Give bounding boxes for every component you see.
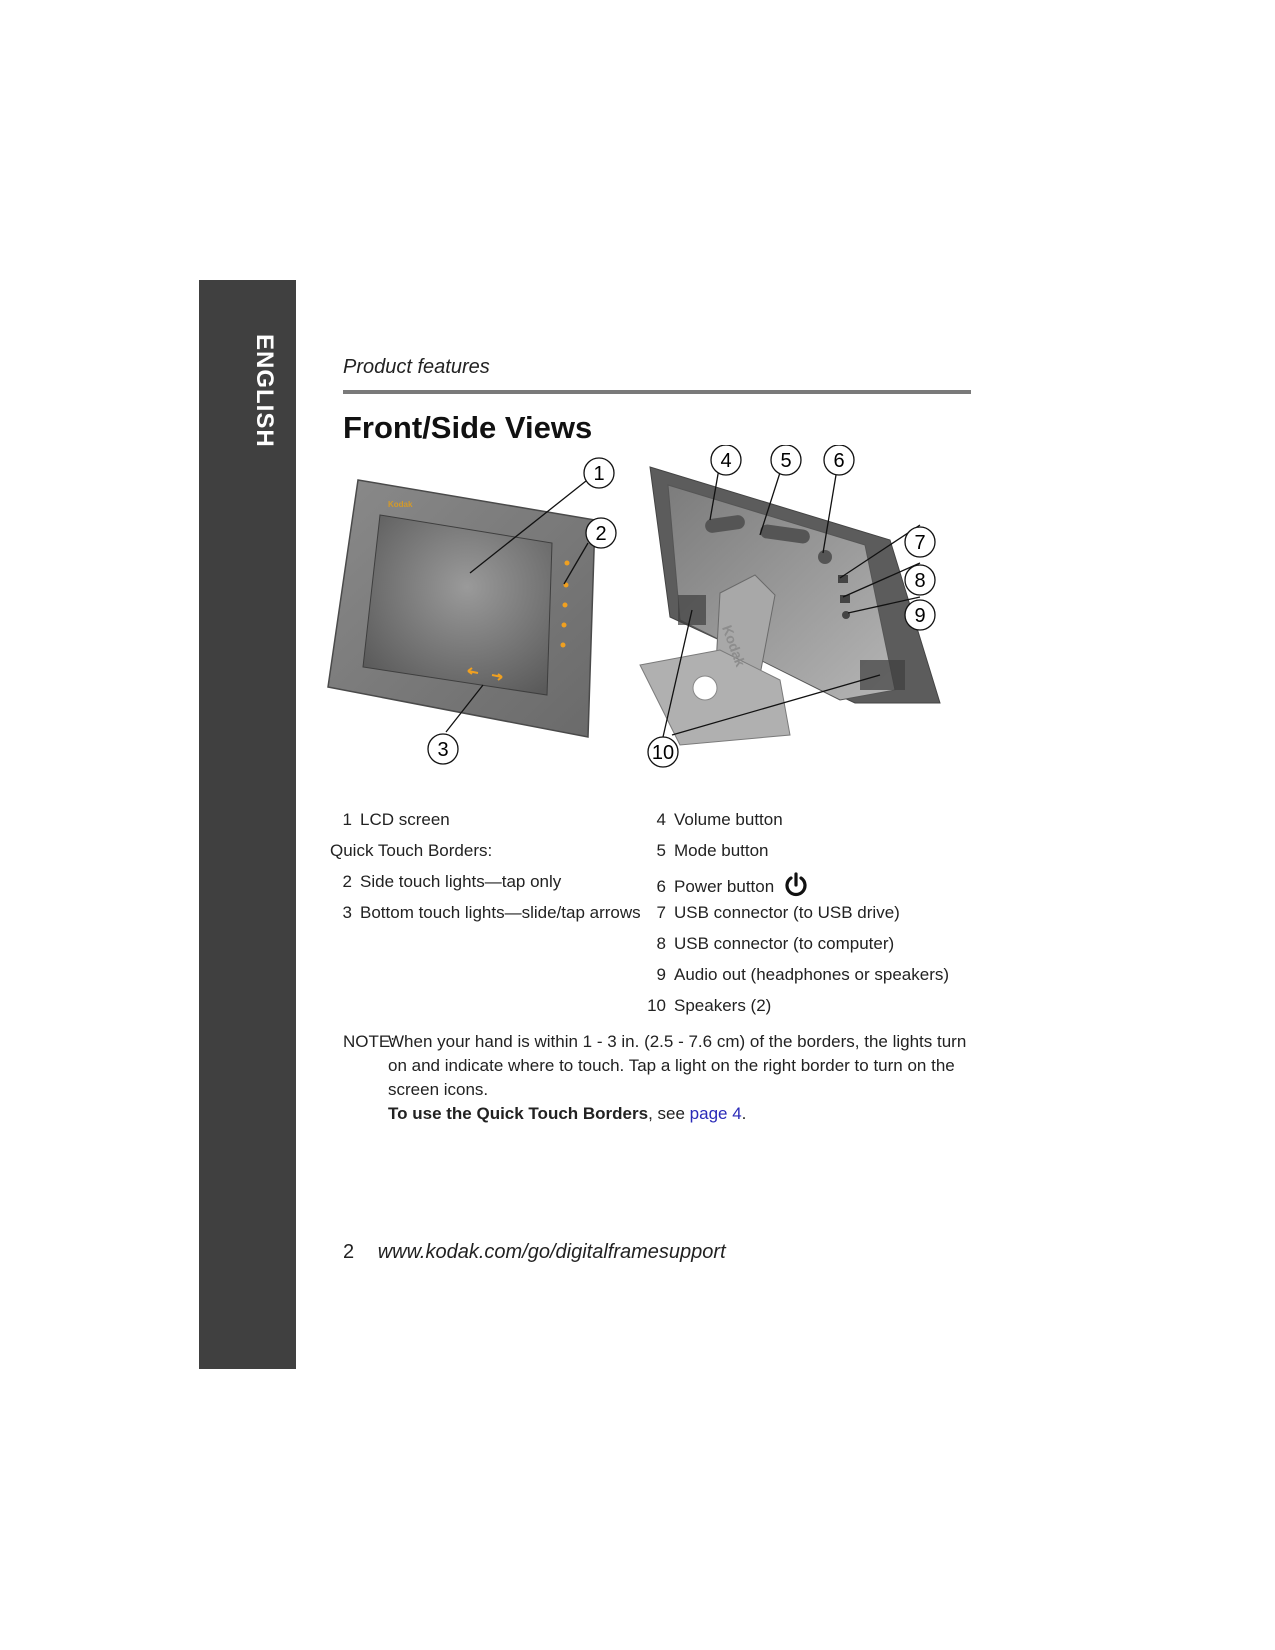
- item-number: 4: [656, 810, 666, 829]
- item-number: 7: [656, 903, 666, 922]
- list-item: [644, 996, 771, 1016]
- header-rule: [343, 390, 971, 394]
- stand-brand-logo: Kodak: [719, 622, 749, 669]
- svg-text:10: 10: [651, 742, 675, 764]
- front-side-views-diagram: [320, 445, 980, 795]
- item-number: 3: [342, 903, 352, 922]
- list-item: [330, 810, 450, 830]
- note-text: When your hand is within 1 - 3 in. (2.5 - 7.6 cm) of the borders, the lights turn on and indicate where to touch. Tap a light on the right border to turn on the screen icons.: [388, 1032, 967, 1099]
- svg-text:5: 5: [780, 450, 792, 472]
- callout-4: [711, 445, 741, 475]
- page-number: 2: [343, 1241, 355, 1263]
- list-item: [330, 903, 641, 923]
- item-number: 5: [656, 841, 666, 860]
- callout-7: [905, 527, 935, 557]
- page-title: Front/Side Views: [343, 410, 593, 445]
- item-number: 2: [342, 872, 352, 891]
- item-number: 9: [656, 965, 666, 984]
- list-item: [644, 934, 894, 954]
- lcd-screen-shape: [363, 515, 552, 695]
- callout-2: [586, 518, 616, 548]
- note-block: [343, 1030, 983, 1126]
- front-brand-logo: Kodak: [388, 500, 413, 509]
- item-label: Mode button: [674, 841, 769, 860]
- svg-text:7: 7: [914, 532, 926, 554]
- list-item: [644, 810, 783, 830]
- callout-1: [584, 458, 614, 488]
- callout-3: [428, 734, 458, 764]
- callout-9: [905, 600, 935, 630]
- callout-6: [824, 445, 854, 475]
- power-icon: [783, 872, 809, 900]
- note-bold-text: To use the Quick Touch Borders: [388, 1104, 649, 1123]
- svg-text:1: 1: [593, 463, 605, 485]
- language-tab-label: ENGLISH: [251, 334, 278, 448]
- callout-5: [771, 445, 801, 475]
- list-item: [644, 965, 949, 985]
- right-speaker-grille: [860, 660, 905, 690]
- svg-text:2: 2: [595, 523, 607, 545]
- item-label: LCD screen: [360, 810, 450, 829]
- power-button-shape: [818, 550, 832, 564]
- item-number: 10: [647, 996, 666, 1015]
- callout-8: [905, 565, 935, 595]
- note-see-text: , see: [648, 1104, 690, 1123]
- item-label: Volume button: [674, 810, 783, 829]
- support-url: www.kodak.com/go/digitalframesupport: [377, 1241, 726, 1263]
- quick-touch-borders-label: Quick Touch Borders:: [330, 841, 493, 860]
- front-view: [328, 480, 595, 737]
- callout-10: [648, 737, 678, 767]
- item-label: Speakers (2): [674, 996, 772, 1015]
- back-view: [640, 457, 940, 745]
- list-item: [330, 872, 561, 892]
- list-item: [644, 903, 900, 923]
- item-number: 1: [342, 810, 352, 829]
- item-label: USB connector (to USB drive): [674, 903, 900, 922]
- language-side-tab: [199, 280, 296, 1369]
- item-label: Side touch lights—tap only: [360, 872, 562, 891]
- section-header: Product features: [343, 356, 490, 378]
- note-end: .: [741, 1104, 747, 1123]
- item-number: 8: [656, 934, 666, 953]
- note-reference: [388, 1102, 983, 1126]
- page-4-link[interactable]: page 4: [689, 1104, 742, 1123]
- item-label: Audio out (headphones or speakers): [674, 965, 950, 984]
- svg-text:9: 9: [914, 605, 926, 627]
- svg-text:3: 3: [437, 739, 449, 761]
- list-item: [644, 872, 809, 900]
- item-label: Bottom touch lights—slide/tap arrows: [360, 903, 641, 922]
- svg-text:4: 4: [720, 450, 732, 472]
- stand-hole: [693, 676, 717, 700]
- item-number: 6: [656, 877, 666, 896]
- svg-text:8: 8: [914, 570, 926, 592]
- page-footer: [343, 1241, 726, 1264]
- svg-text:6: 6: [833, 450, 845, 472]
- list-item: [644, 841, 769, 861]
- note-label: NOTE:: [343, 1032, 395, 1051]
- item-label: Power button: [674, 877, 775, 896]
- product-illustration: [320, 445, 980, 795]
- item-label: USB connector (to computer): [674, 934, 895, 953]
